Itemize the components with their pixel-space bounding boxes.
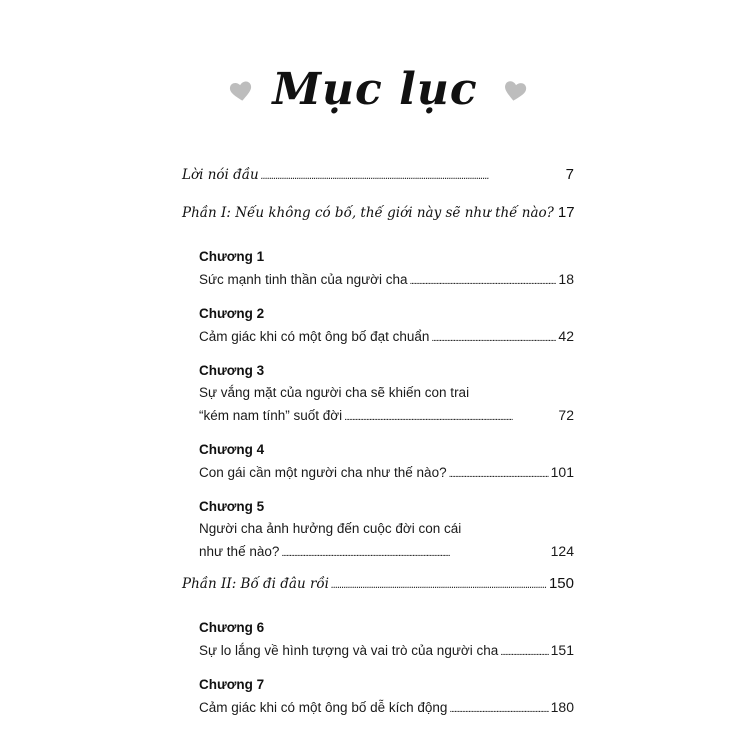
chapter-title-line [199,268,574,293]
toc-entry-title: Phần I: Nếu không có bố, thế giới này sẽ như thế nào? [182,205,554,221]
toc-entry-part-2 [182,575,574,601]
chapter-title-line [199,461,574,486]
toc-entry-title: Phần II: Bố đi đâu rồi [182,576,329,592]
chapter-title: Con gái cần một người cha như thế nào? [199,465,447,480]
toc-chapter-5 [182,496,574,565]
dot-leader [281,541,548,565]
chapter-title-line [199,639,574,664]
dot-leader [410,269,557,293]
toc-page-number: 72 [558,407,574,423]
chapter-label: Chương 6 [199,620,265,635]
toc-page-number: 18 [558,271,574,287]
toc-chapter-6 [182,617,574,664]
title-row [0,62,750,122]
page-title: Mục lục [272,64,478,115]
toc-page-number: 151 [550,642,574,658]
chapter-title: “kém nam tính” suốt đời [199,408,343,423]
toc-chapter-4 [182,439,574,486]
toc-page-number: 42 [558,328,574,344]
toc-chapter-3 [182,360,574,429]
toc-page-number: 180 [550,699,574,715]
chapter-title-line [199,696,574,721]
heart-icon [502,78,528,104]
toc-entry-title: Lời nói đầu [182,167,259,183]
dot-leader [500,640,548,664]
toc-page-number: 7 [565,166,574,183]
toc-page-number: 124 [550,543,574,559]
dot-leader [449,697,548,721]
dot-leader [449,462,549,486]
toc-entry-intro [182,166,574,192]
toc-chapter-7 [182,674,574,721]
chapter-label: Chương 4 [199,442,265,457]
chapter-title: Sự lo lắng về hình tượng và vai trò của người cha [199,643,499,658]
chapter-title: Cảm giác khi có một ông bố đạt chuẩn [199,329,430,344]
table-of-contents [182,166,574,731]
chapter-title-line [199,540,574,565]
chapter-label: Chương 5 [199,499,265,514]
chapter-title-line [199,325,574,350]
dot-leader [431,326,556,350]
chapter-title: như thế nào? [199,544,280,559]
chapter-title-line: Người cha ảnh hưởng đến cuộc đời con cái [199,521,462,536]
dot-leader [331,576,547,592]
toc-page-number: 101 [550,464,574,480]
chapter-label: Chương 2 [199,306,265,321]
chapter-title-line: Sự vắng mặt của người cha sẽ khiến con trai [199,385,470,400]
dot-leader [344,405,556,429]
toc-entry-part-1 [182,204,574,230]
chapter-label: Chương 7 [199,677,265,692]
chapter-label: Chương 3 [199,363,265,378]
chapter-title-line [199,404,574,429]
chapter-title: Sức mạnh tinh thần của người cha [199,272,408,287]
chapter-label: Chương 1 [199,249,265,264]
chapter-title: Cảm giác khi có một ông bố dễ kích động [199,700,448,715]
toc-chapter-2 [182,303,574,350]
toc-chapter-1 [182,246,574,293]
toc-page-number: 17 [557,204,575,221]
dot-leader [261,167,564,183]
toc-page-number: 150 [548,575,574,592]
